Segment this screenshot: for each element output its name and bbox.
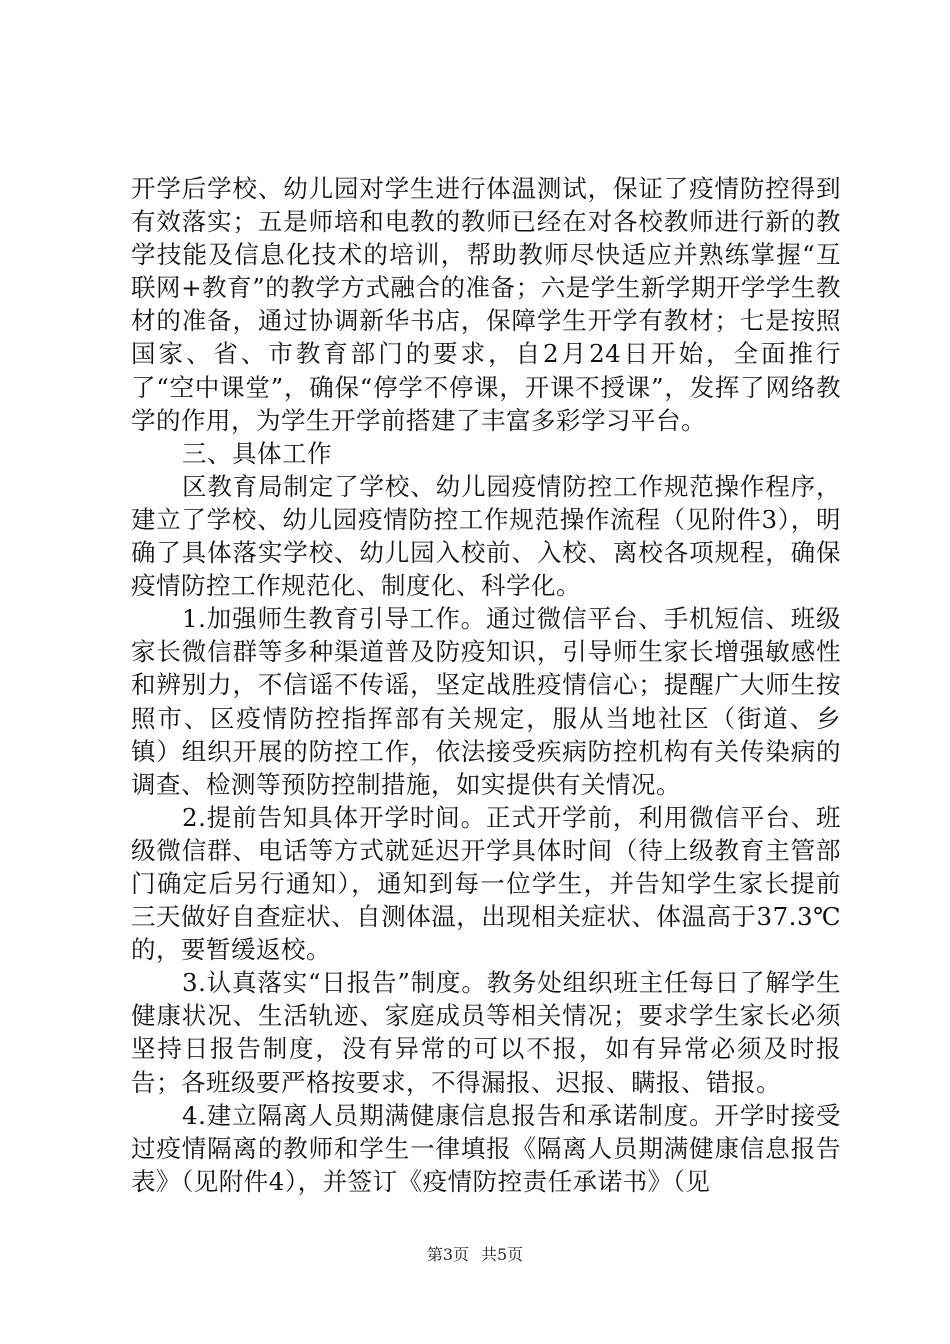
document-body bbox=[131, 172, 841, 1198]
paragraph-item-1: 1.加强师生教育引导工作。通过微信平台、手机短信、班级家长微信群等多种渠道普及防疫知识，引导师生家长增强敏感性和辨别力，不信谣不传谣，坚定战胜疫情信心；提醒广大师生按照市、区疫情防控指挥部有关规定，服从当地社区（街道、乡镇）组织开展的防控工作，依法接受疾病防控机构有关传染病的调查、检测等预防控制措施，如实提供有关情况。 bbox=[131, 604, 841, 799]
page-footer bbox=[0, 1245, 950, 1265]
paragraph-procedures: 区教育局制定了学校、幼儿园疫情防控工作规范操作程序，建立了学校、幼儿园疫情防控工作规范操作流程（见附件3），明确了具体落实学校、幼儿园入校前、入校、离校各项规程，确保疫情防控工作规范化、制度化、科学化。 bbox=[131, 471, 841, 601]
paragraph-item-3: 3.认真落实“日报告”制度。教务处组织班主任每日了解学生健康状况、生活轨迹、家庭成员等相关情况；要求学生家长必须坚持日报告制度，没有异常的可以不报，如有异常必须及时报告；各班级要严格按要求，不得漏报、迟报、瞒报、错报。 bbox=[131, 968, 841, 1097]
section-heading-specific-work: 三、具体工作 bbox=[182, 438, 332, 468]
page-total: 共5页 bbox=[481, 1245, 524, 1264]
paragraph-item-2: 2.提前告知具体开学时间。正式开学前，利用微信平台、班级微信群、电话等方式就延迟开学具体时间（待上级教育主管部门确定后另行通知），通知到每一位学生，并告知学生家长提前三天做好自查症状、自测体温，出现相关症状、体温高于37.3℃的，要暂缓返校。 bbox=[131, 802, 841, 965]
paragraph-intro-continuation: 开学后学校、幼儿园对学生进行体温测试，保证了疫情防控得到有效落实；五是师培和电教的教师已经在对各校教师进行新的教学技能及信息化技术的培训，帮助教师尽快适应并熟练掌握“互联网+教育”的教学方式融合的准备；六是学生新学期开学学生教材的准备，通过协调新华书店，保障学生开学有教材；七是按照国家、省、市教育部门的要求，自2月24日开始，全面推行了“空中课堂”，确保“停学不停课，开课不授课”，发挥了网络教学的作用，为学生开学前搭建了丰富多彩学习平台。 bbox=[131, 174, 841, 435]
page-number: 第3页 bbox=[426, 1245, 469, 1264]
paragraph-item-4: 4.建立隔离人员期满健康信息报告和承诺制度。开学时接受过疫情隔离的教师和学生一律填报《隔离人员期满健康信息报告表》（见附件4），并签订《疫情防控责任承诺书》（见 bbox=[131, 1100, 841, 1196]
